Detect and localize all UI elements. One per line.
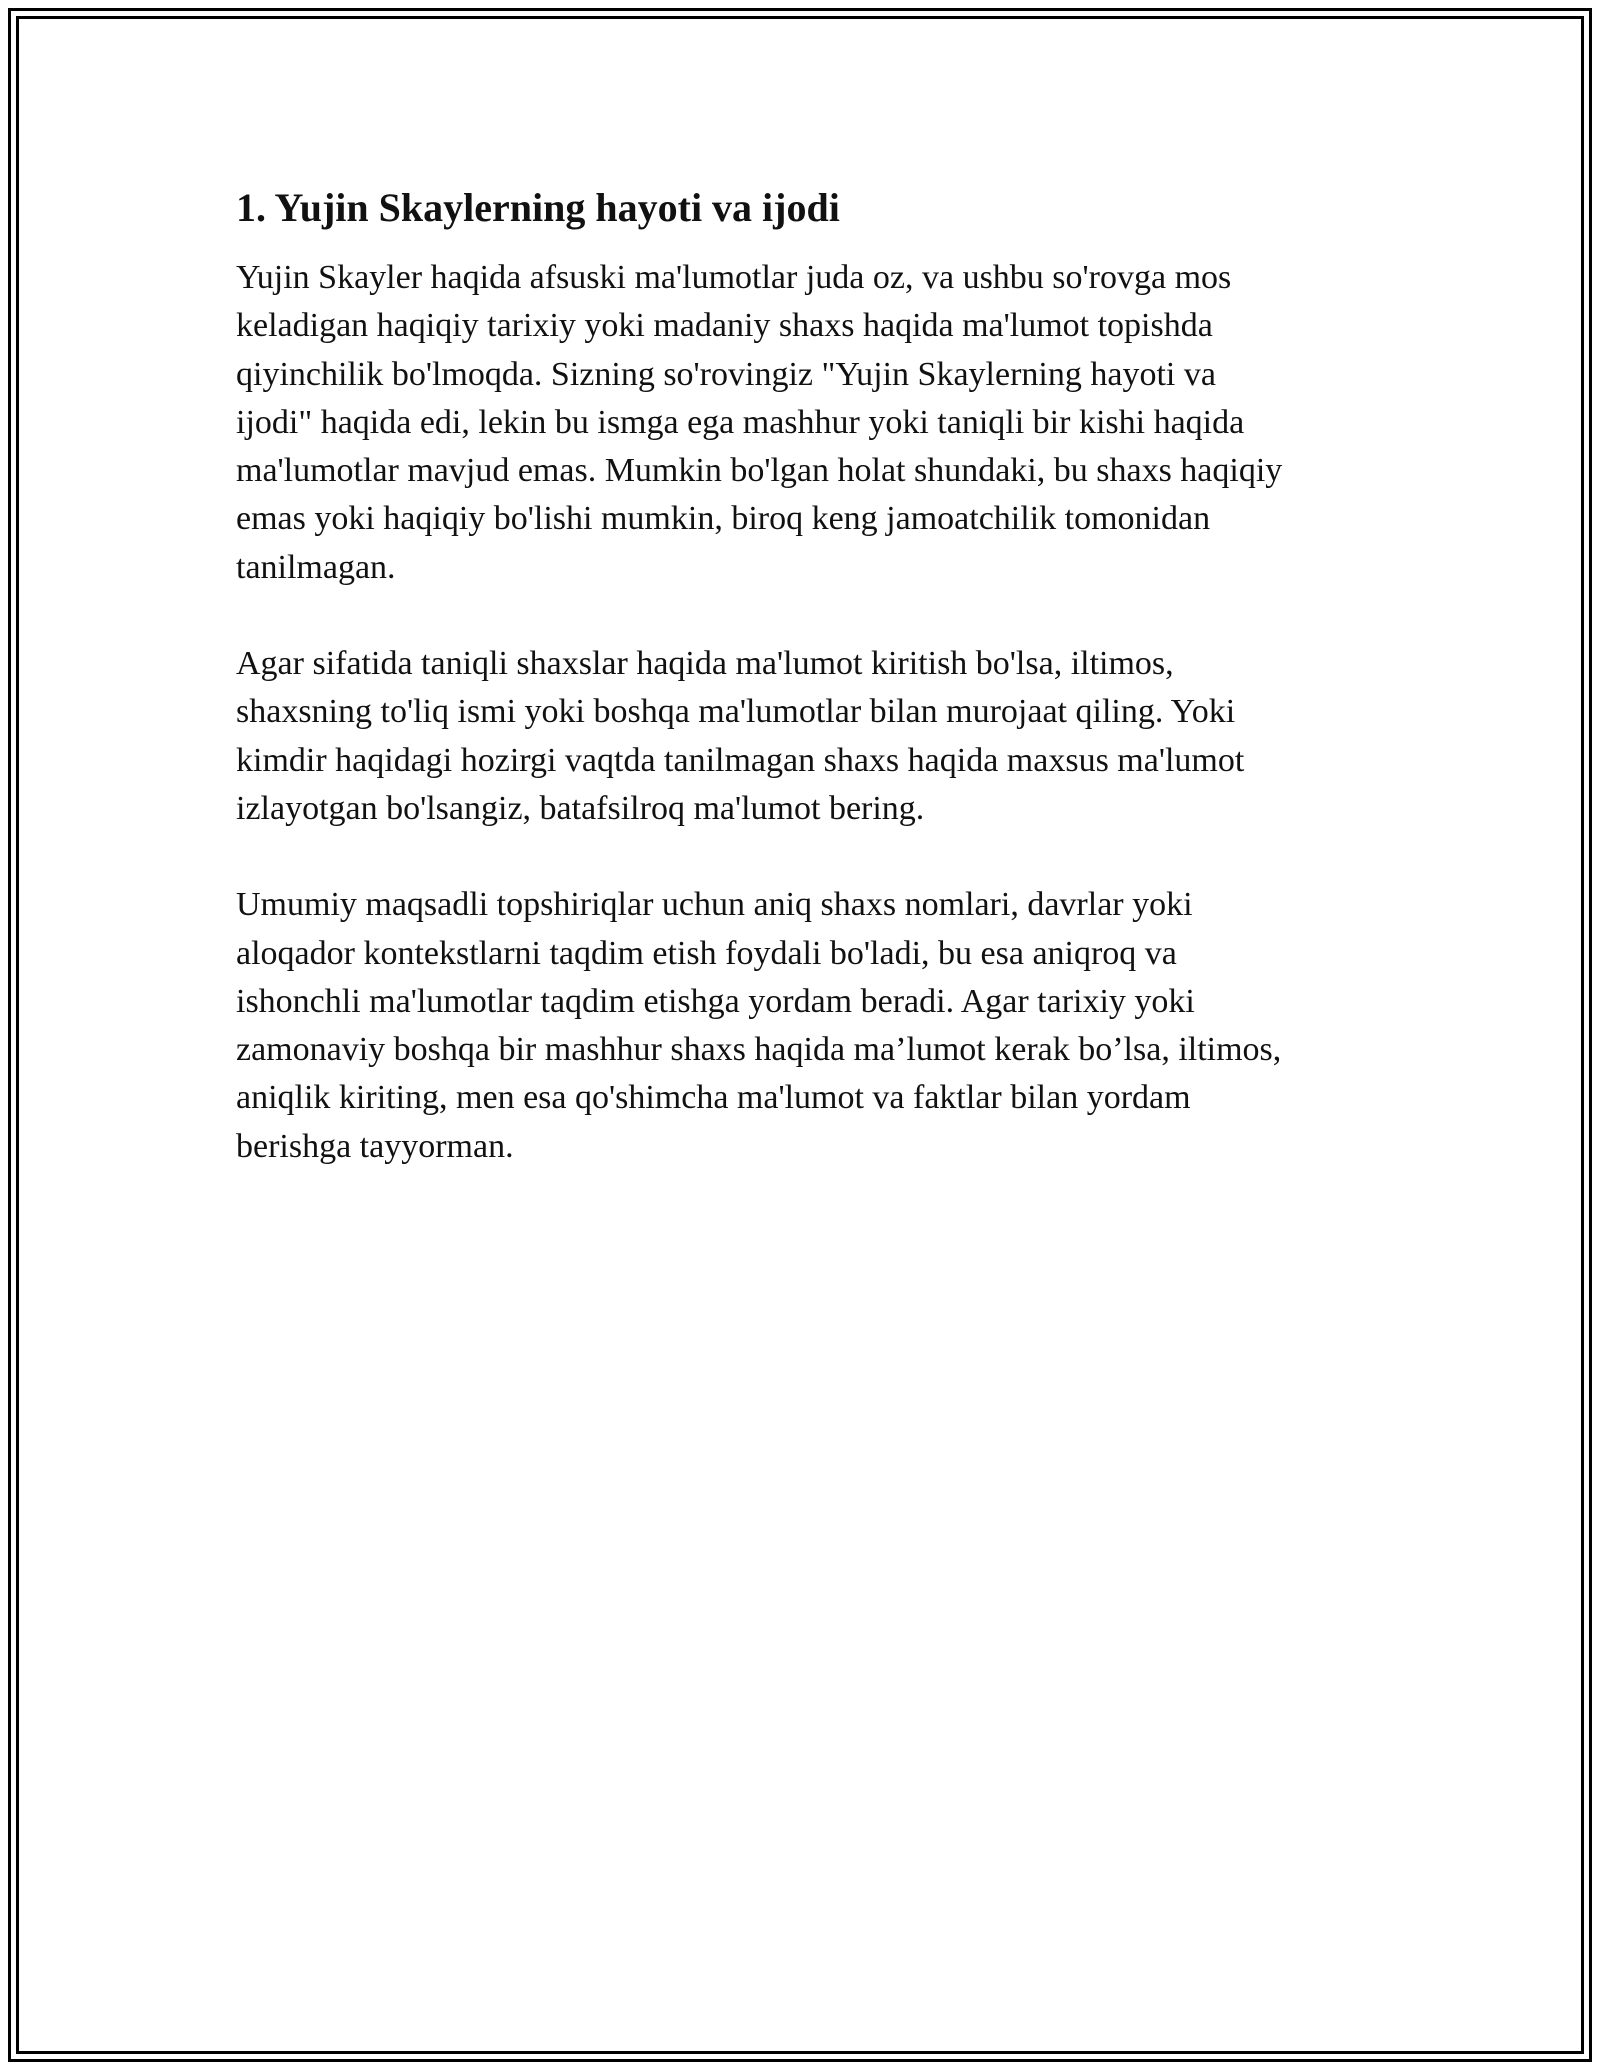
text-line: aloqador kontekstlarni taqdim etish foydali bo'ladi, bu esa aniqroq va — [236, 934, 1177, 972]
text-line: qiyinchilik bo'lmoqda. Sizning so'rovingiz "Yujin Skaylerning hayoti va — [236, 355, 1216, 393]
text-line: keladigan haqiqiy tarixiy yoki madaniy shaxs haqida ma'lumot topishda — [236, 307, 1213, 345]
text-line: zamonaviy boshqa bir mashhur shaxs haqida ma’lumot kerak bo’lsa, iltimos, — [236, 1031, 1282, 1069]
paragraph-1 — [236, 254, 1386, 592]
section-heading: 1. Yujin Skaylerning hayoti va ijodi — [236, 185, 840, 230]
text-line: aniqlik kiriting, men esa qo'shimcha ma'lumot va faktlar bilan yordam — [236, 1079, 1191, 1117]
text-line: ma'lumotlar mavjud emas. Mumkin bo'lgan holat shundaki, bu shaxs haqiqiy — [236, 452, 1283, 490]
text-line: Umumiy maqsadli topshiriqlar uchun aniq shaxs nomlari, davrlar yoki — [236, 886, 1193, 924]
text-line: berishga tayyorman. — [236, 1127, 514, 1165]
paragraph-3 — [236, 881, 1386, 1171]
text-line: tanilmagan. — [236, 548, 396, 586]
document-body — [236, 184, 1386, 1219]
text-line: ijodi" haqida edi, lekin bu ismga ega mashhur yoki taniqli bir kishi haqida — [236, 403, 1245, 441]
text-line: izlayotgan bo'lsangiz, batafsilroq ma'lumot bering. — [236, 789, 925, 827]
text-line: Agar sifatida taniqli shaxslar haqida ma'lumot kiritish bo'lsa, iltimos, — [236, 645, 1174, 683]
text-line: shaxsning to'liq ismi yoki boshqa ma'lumotlar bilan murojaat qiling. Yoki — [236, 693, 1236, 731]
text-line: kimdir haqidagi hozirgi vaqtda tanilmagan shaxs haqida maxsus ma'lumot — [236, 741, 1245, 779]
text-line: ishonchli ma'lumotlar taqdim etishga yordam beradi. Agar tarixiy yoki — [236, 982, 1195, 1020]
text-line: Yujin Skayler haqida afsuski ma'lumotlar juda oz, va ushbu so'rovga mos — [236, 259, 1232, 296]
text-line: emas yoki haqiqiy bo'lishi mumkin, biroq keng jamoatchilik tomonidan — [236, 500, 1211, 538]
paragraph-2 — [236, 640, 1386, 833]
